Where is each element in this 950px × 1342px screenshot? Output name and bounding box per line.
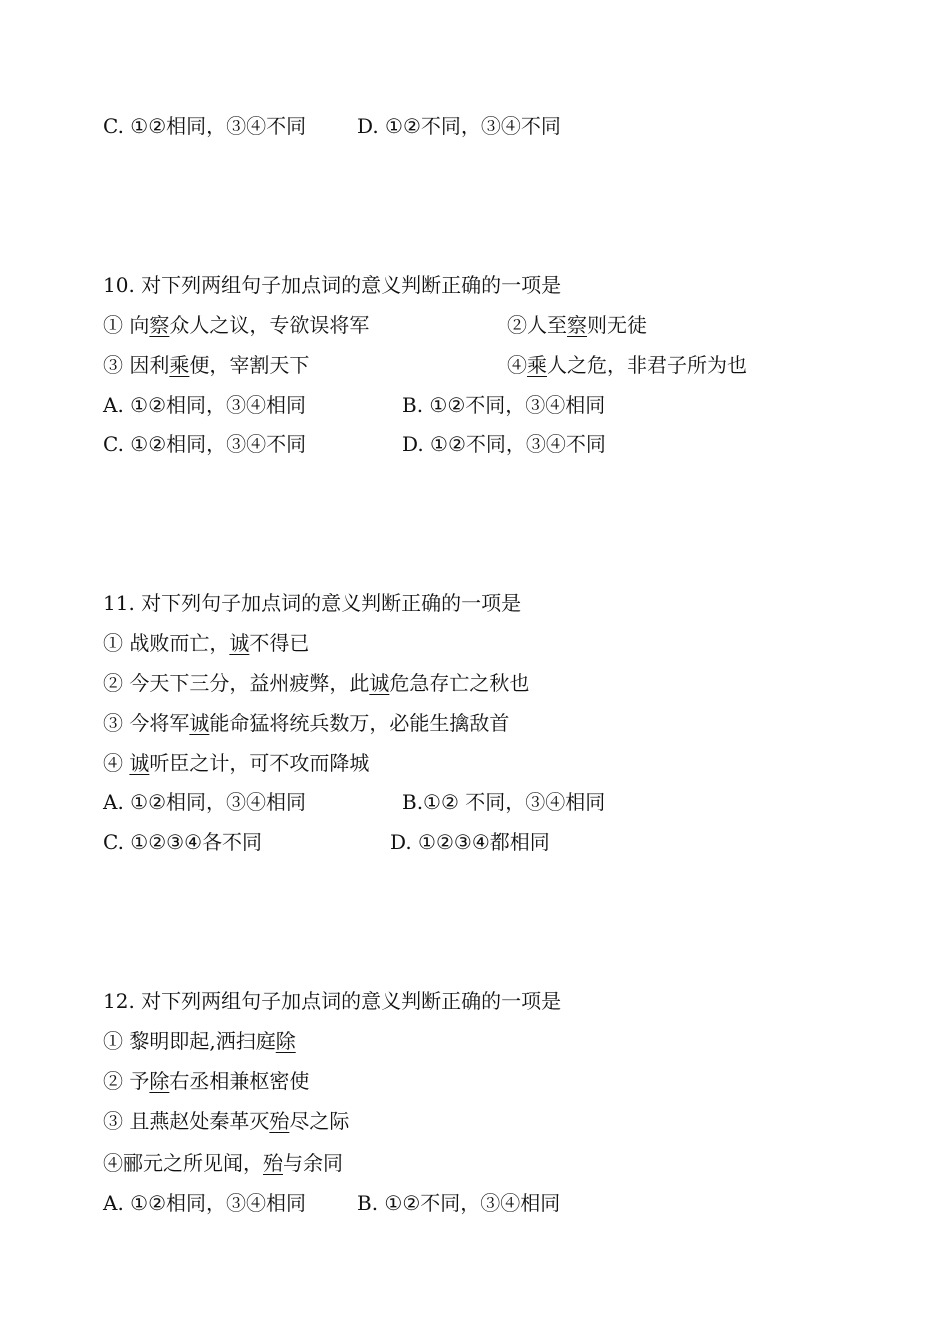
sentence-suffix: 与余同 — [283, 1151, 343, 1175]
q10-sentence-4 — [507, 353, 747, 377]
sentence-prefix: ②人至 — [507, 313, 567, 337]
sentence-suffix: 听臣之计，可不攻而降城 — [149, 751, 370, 775]
sentence-prefix: ② 今天下三分，益州疲弊，此 — [103, 671, 370, 695]
sentence-suffix: 危急存亡之秋也 — [389, 671, 530, 695]
q10-option-c: C. ①②相同，③④不同 — [103, 432, 307, 456]
q11-option-a: A. ①②相同，③④相同 — [103, 790, 307, 814]
q11-sentence-4 — [103, 751, 369, 775]
option-d-q9: D. ①②不同，③④不同 — [357, 114, 561, 138]
q12-option-a: A. ①②相同，③④相同 — [103, 1191, 307, 1215]
sentence-prefix: ③ 今将军 — [103, 711, 190, 735]
q10-option-a: A. ①②相同，③④相同 — [103, 393, 307, 417]
dotted-word: 殆 — [269, 1109, 290, 1133]
q11-sentence-2 — [103, 671, 529, 695]
q12-sentence-4 — [103, 1151, 343, 1175]
sentence-suffix: 能命猛将统兵数万，必能生擒敌首 — [209, 711, 510, 735]
option-c-q9: C. ①②相同，③④不同 — [103, 114, 307, 138]
dotted-word: 诚 — [229, 631, 250, 655]
sentence-prefix: ④郦元之所见闻， — [103, 1151, 263, 1175]
q10-option-d: D. ①②不同，③④不同 — [402, 432, 606, 456]
sentence-suffix: 右丞相兼枢密使 — [169, 1069, 310, 1093]
q11-option-c: C. ①②③④各不同 — [103, 830, 263, 854]
sentence-suffix: 尽之际 — [289, 1109, 350, 1133]
sentence-suffix: 众人之议，专欲误将军 — [169, 313, 370, 337]
sentence-suffix: 则无徒 — [587, 313, 647, 337]
sentence-prefix: ③ 且燕赵处秦革灭 — [103, 1109, 270, 1133]
sentence-prefix: ③ 因利 — [103, 353, 170, 377]
q10-sentence-2 — [507, 313, 647, 337]
dotted-word: 除 — [275, 1029, 296, 1053]
q12-sentence-1 — [103, 1029, 296, 1053]
q12-sentence-3 — [103, 1109, 349, 1133]
q11-sentence-3 — [103, 711, 509, 735]
q11-option-d: D. ①②③④都相同 — [390, 830, 550, 854]
q10-sentence-1 — [103, 313, 369, 337]
dotted-word: 除 — [149, 1069, 170, 1093]
sentence-prefix: ② 予 — [103, 1069, 150, 1093]
q10-sentence-3 — [103, 353, 309, 377]
q11-option-b: B.①② 不同，③④相同 — [402, 790, 606, 814]
dotted-word: 察 — [567, 313, 587, 337]
dotted-word: 殆 — [263, 1151, 283, 1175]
q11-sentence-1 — [103, 631, 309, 655]
sentence-prefix: ① 战败而亡， — [103, 631, 230, 655]
sentence-prefix: ① 黎明即起,洒扫庭 — [103, 1029, 276, 1053]
sentence-suffix: 便，宰割天下 — [189, 353, 310, 377]
question-10-stem: 10. 对下列两组句子加点词的意义判断正确的一项是 — [103, 273, 562, 297]
sentence-suffix: 不得已 — [249, 631, 310, 655]
sentence-prefix: ④ — [103, 751, 130, 775]
sentence-prefix: ④ — [507, 353, 527, 377]
question-12-stem: 12. 对下列两组句子加点词的意义判断正确的一项是 — [103, 989, 562, 1013]
q12-option-b: B. ①②不同，③④相同 — [357, 1191, 561, 1215]
q10-option-b: B. ①②不同，③④相同 — [402, 393, 606, 417]
q12-sentence-2 — [103, 1069, 309, 1093]
dotted-word: 察 — [149, 313, 170, 337]
sentence-prefix: ① 向 — [103, 313, 150, 337]
dotted-word: 乘 — [169, 353, 190, 377]
dotted-word: 乘 — [527, 353, 547, 377]
dotted-word: 诚 — [189, 711, 210, 735]
sentence-suffix: 人之危，非君子所为也 — [547, 353, 747, 377]
question-11-stem: 11. 对下列句子加点词的意义判断正确的一项是 — [103, 591, 522, 615]
dotted-word: 诚 — [369, 671, 390, 695]
dotted-word: 诚 — [129, 751, 150, 775]
